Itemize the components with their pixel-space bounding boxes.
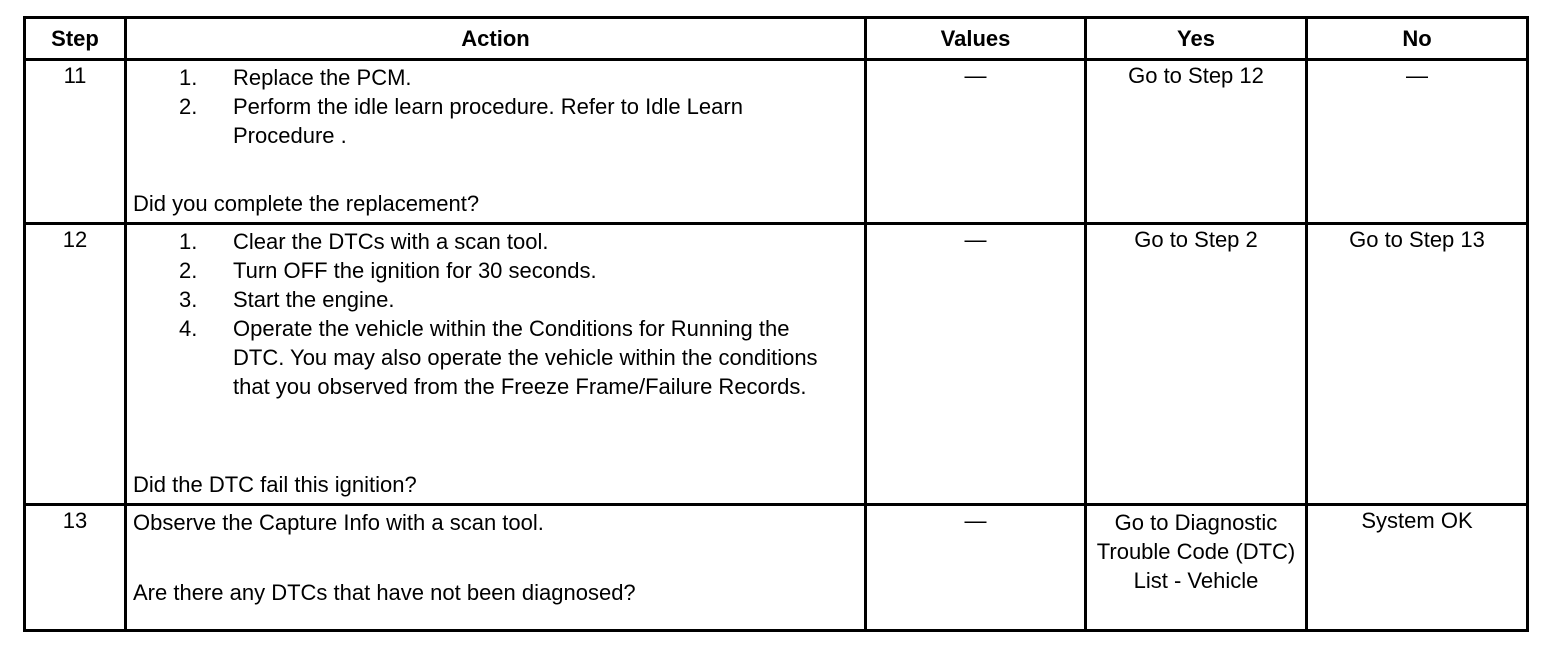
action-question: Did you complete the replacement? (133, 191, 480, 216)
list-item (133, 92, 858, 150)
values-cell (866, 60, 1086, 224)
yes-text: Go to Step 2 (1134, 227, 1258, 252)
list-item (133, 314, 858, 401)
header-row (25, 18, 1528, 60)
table-row-step-13 (25, 505, 1528, 631)
list-item-text: Perform the idle learn procedure. Refer to Idle Learn Procedure . (233, 94, 743, 148)
values-text: — (964, 227, 987, 252)
list-item-number: 2. (179, 94, 198, 119)
no-cell (1307, 60, 1528, 224)
list-item-text: Operate the vehicle within the Conditions for Running the DTC. You may also operate the vehicle within the conditions that you observed from the Freeze Frame/Failure Records. (233, 316, 818, 399)
list-item-number: 1. (179, 229, 198, 254)
values-cell (866, 505, 1086, 631)
header-values: Values (866, 18, 1086, 60)
no-text: Go to Step 13 (1349, 227, 1485, 252)
action-question: Are there any DTCs that have not been diagnosed? (133, 580, 636, 605)
list-item-number: 2. (179, 258, 198, 283)
yes-cell (1086, 60, 1307, 224)
step-number: 12 (25, 224, 126, 505)
header-yes: Yes (1086, 18, 1307, 60)
list-item (133, 63, 858, 92)
no-text: System OK (1361, 508, 1473, 533)
values-text: — (964, 508, 987, 533)
action-cell (126, 505, 866, 631)
yes-text: Go to Diagnostic Trouble Code (DTC) List - Vehicle (1096, 510, 1296, 593)
table-row-step-11 (25, 60, 1528, 224)
list-item-text: Clear the DTCs with a scan tool. (233, 229, 549, 254)
step-number: 11 (25, 60, 126, 224)
action-cell (126, 224, 866, 505)
step-number: 13 (25, 505, 126, 631)
action-instruction: Observe the Capture Info with a scan tool. (133, 510, 544, 535)
list-item (133, 227, 858, 256)
header-step: Step (25, 18, 126, 60)
header-action: Action (126, 18, 866, 60)
list-item (133, 285, 858, 314)
no-cell (1307, 505, 1528, 631)
instruction-list (133, 63, 858, 150)
action-question: Did the DTC fail this ignition? (133, 472, 417, 497)
table-row-step-12 (25, 224, 1528, 505)
yes-cell (1086, 224, 1307, 505)
action-cell (126, 60, 866, 224)
diagnostic-table (23, 16, 1529, 632)
list-item-text: Start the engine. (233, 287, 395, 312)
list-item (133, 256, 858, 285)
yes-text: Go to Step 12 (1128, 63, 1264, 88)
instruction-list (133, 227, 858, 401)
list-item-number: 4. (179, 316, 198, 341)
no-text: — (1406, 63, 1428, 88)
values-cell (866, 224, 1086, 505)
header-no: No (1307, 18, 1528, 60)
list-item-text: Replace the PCM. (233, 65, 412, 90)
values-text: — (964, 63, 987, 88)
list-item-number: 1. (179, 65, 198, 90)
yes-cell (1086, 505, 1307, 631)
no-cell (1307, 224, 1528, 505)
list-item-number: 3. (179, 287, 198, 312)
list-item-text: Turn OFF the ignition for 30 seconds. (233, 258, 597, 283)
